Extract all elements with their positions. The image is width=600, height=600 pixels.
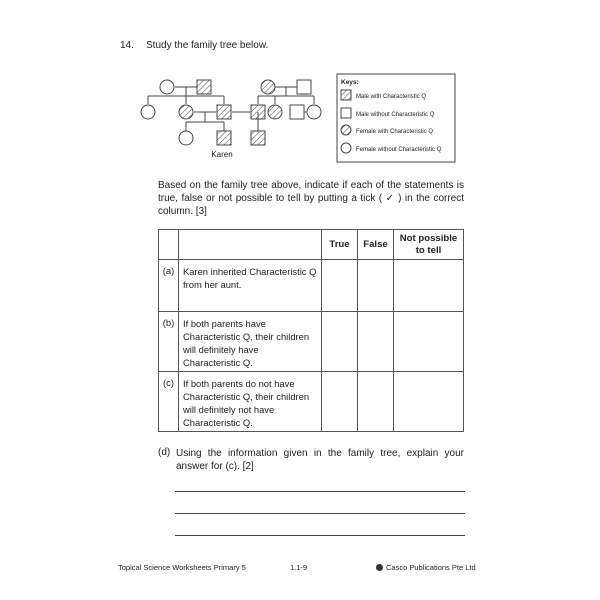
- header-blank-statement: [179, 230, 322, 260]
- not-possible-cell[interactable]: [394, 260, 464, 312]
- answer-line[interactable]: [175, 513, 465, 514]
- key-female-with: Female with Characteristic Q: [356, 129, 434, 135]
- false-cell[interactable]: [358, 312, 394, 372]
- false-cell[interactable]: [358, 372, 394, 432]
- table-row: [159, 372, 464, 432]
- question-prompt: Study the family tree below.: [146, 40, 269, 51]
- true-cell[interactable]: [322, 372, 358, 432]
- true-cell[interactable]: [322, 260, 358, 312]
- instruction-text: Based on the family tree above, indicate if each of the statements is true, false or not possible to tell by putting a tick ( ✓ ) in the correct column. [3]: [158, 180, 464, 217]
- publisher-name: Casco Publications Pte Ltd: [386, 563, 476, 572]
- header-blank-label: [159, 230, 179, 260]
- header-not-possible: Not possible to tell: [394, 230, 464, 260]
- family-tree-diagram: [138, 72, 458, 164]
- true-cell[interactable]: [322, 312, 358, 372]
- person-label-karen: Karen: [211, 150, 233, 159]
- key-male-with: Male with Characteristic Q: [356, 94, 427, 100]
- key-male-without: Male without Characteristic Q: [356, 112, 435, 118]
- part-d-text: Using the information given in the family tree, explain your answer for (c). [2]: [176, 448, 464, 472]
- not-possible-cell[interactable]: [394, 372, 464, 432]
- footer-publisher: [376, 563, 476, 572]
- footer-title: Topical Science Worksheets Primary 5: [118, 563, 246, 572]
- false-cell[interactable]: [358, 260, 394, 312]
- row-statement: Karen inherited Characteristic Q from her aunt.: [179, 260, 322, 312]
- row-label: (c): [159, 372, 179, 432]
- answer-line[interactable]: [175, 491, 465, 492]
- footer-page-number: 1.1-9: [290, 563, 308, 572]
- table-row: [159, 260, 464, 312]
- header-true: True: [322, 230, 358, 260]
- publisher-logo-icon: [376, 564, 383, 571]
- row-statement: If both parents have Characteristic Q, their children will definitely have Characteristic Q.: [179, 312, 322, 372]
- keys-title: Keys:: [341, 79, 359, 86]
- row-label: (a): [159, 260, 179, 312]
- answer-line[interactable]: [175, 535, 465, 536]
- question-number: 14.: [120, 40, 134, 51]
- key-female-without: Female without Characteristic Q: [356, 147, 442, 153]
- table-row: [159, 312, 464, 372]
- header-false: False: [358, 230, 394, 260]
- part-d-label: (d): [158, 447, 171, 458]
- statement-table: [158, 229, 464, 432]
- row-statement: If both parents do not have Characteristic Q, their children will definitely not have Characteristic Q.: [179, 372, 322, 432]
- not-possible-cell[interactable]: [394, 312, 464, 372]
- row-label: (b): [159, 312, 179, 372]
